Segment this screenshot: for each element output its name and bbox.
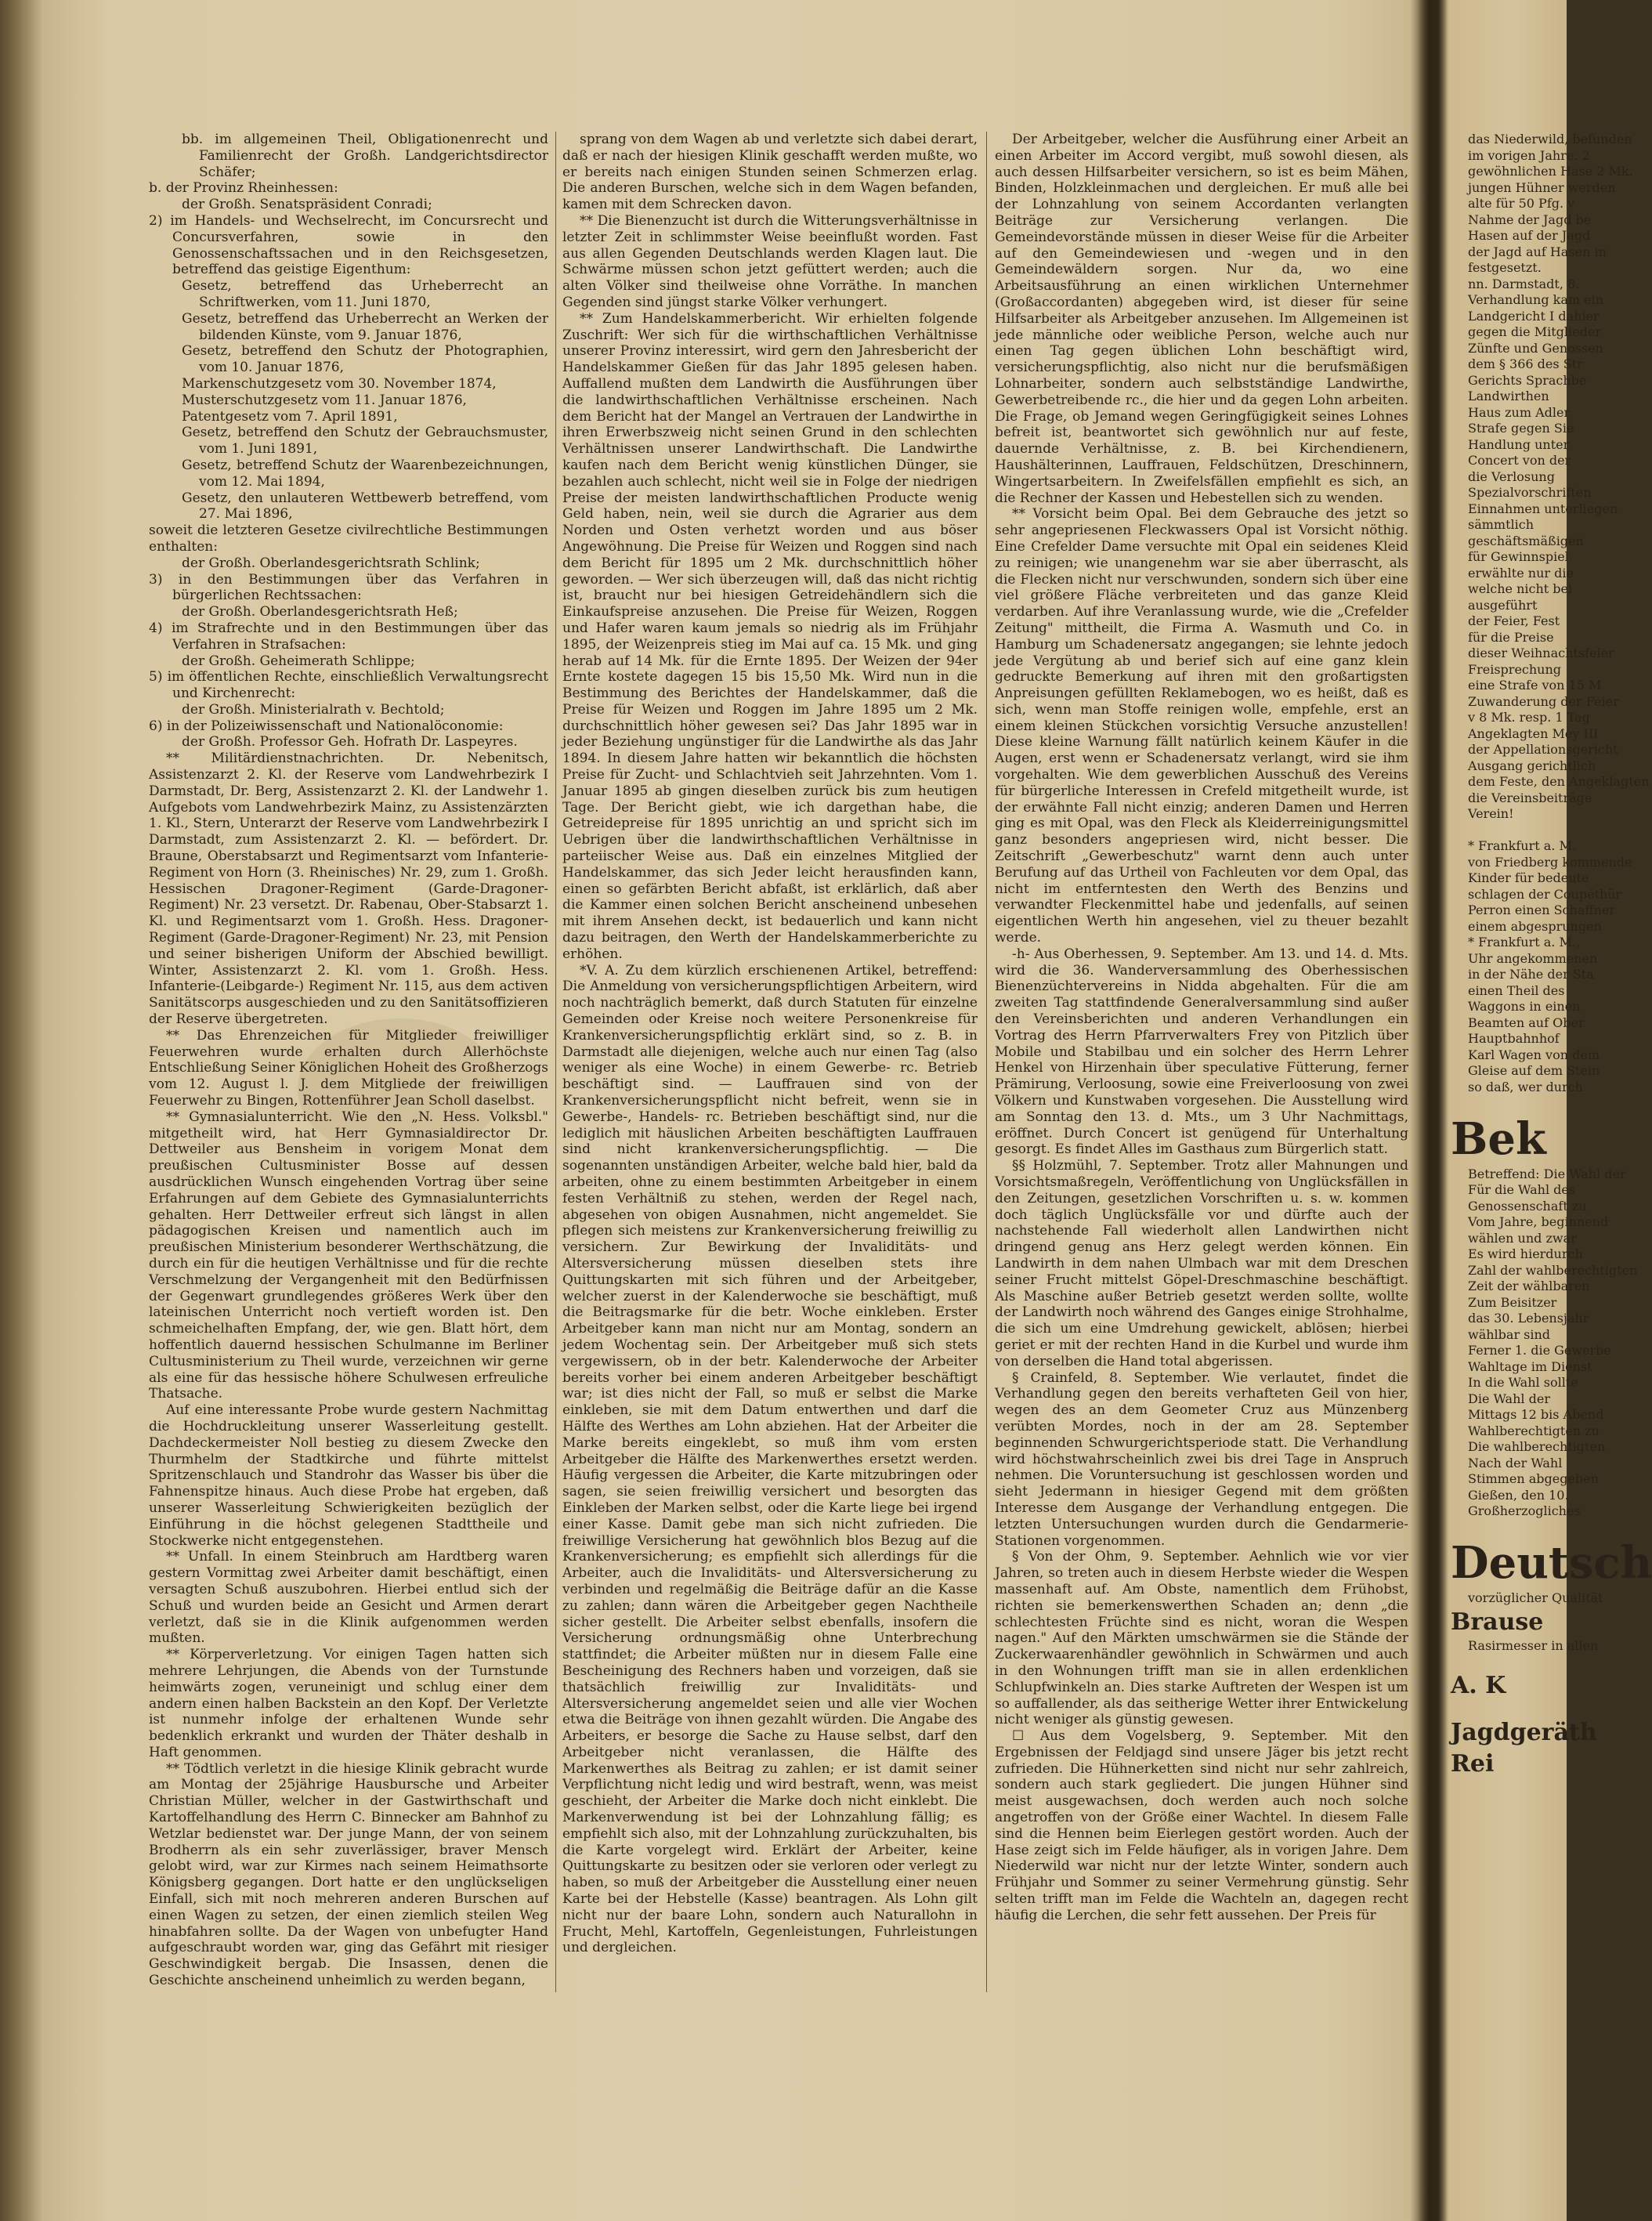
- article-paragraph: [1451, 1654, 1567, 1670]
- article-paragraph: Mittags 12 bis Abend: [1468, 1407, 1604, 1422]
- article-paragraph: Landwirthen: [1468, 389, 1549, 403]
- article-paragraph: Gleise auf dem Stein: [1468, 1063, 1600, 1078]
- article-column-1: [149, 132, 548, 1992]
- article-paragraph: Deutsch: [1451, 1537, 1652, 1589]
- article-paragraph: * Frankfurt a. M.: [1468, 838, 1576, 853]
- article-paragraph: Betreffend: Die Wahl der: [1468, 1166, 1626, 1181]
- article-paragraph: Rei: [1451, 1750, 1495, 1778]
- article-paragraph: nn. Darmstadt, 8.: [1468, 276, 1580, 291]
- article-paragraph: ** Gymnasialunterricht. Wie den „N. Hess. Volksbl." mitgetheilt wird, hat Herr Gymnasialdirector Dr. Dettweiler aus Bensheim in vorigem Monat dem preußischen Cultusminister Bosse auf dessen ausdrücklichen Wunsch eingehenden Vortrag über seine Erfahrungen auf dem Gebiete des Gymnasialunterrichts gehalten. Herr Dettweiler erfreut sich längst in allen pädagogischen Kreisen und namentlich auch im preußischen Ministerium besonderer Werthschätzung, die durch ein für die heutigen Verhältnisse und für die rechte Verschmelzung der Vergangenheit mit den Bedürfnissen der Gegenwart grundlegendes größeres Werk über den lateinischen Unterricht noch vertieft worden ist. Den schmeichelhaften Empfang, der, wie gen. Blatt hört, dem hoffentlich dauernd hessischen Schulmanne im Berliner Cultusministerium zu Theil wurde, verzeichnen wir gerne als eine für das hessische höhere Schulwesen erfreuliche Thatsache.: [149, 1109, 548, 1402]
- article-paragraph: einen Theil des: [1468, 982, 1565, 998]
- article-paragraph: wählen und zwar: [1468, 1230, 1577, 1246]
- article-paragraph: wählbar sind: [1468, 1326, 1551, 1342]
- article-paragraph: für Gewinnspiel: [1468, 549, 1569, 564]
- article-paragraph: Jagdgeräth: [1451, 1719, 1597, 1746]
- article-paragraph: alte für 50 Pfg. v: [1468, 196, 1575, 211]
- article-paragraph: gegen die Mitglieder: [1468, 324, 1601, 339]
- article-paragraph: Rasirmesser in allen: [1468, 1637, 1599, 1653]
- article-paragraph: In die Wahl sollte: [1468, 1375, 1578, 1390]
- article-paragraph: der Großh. Oberlandesgerichtsrath Schlink;: [182, 555, 480, 571]
- article-paragraph: Spezialvorschriften: [1468, 485, 1592, 500]
- article-paragraph: ** Tödtlich verletzt in die hiesige Klinik gebracht wurde am Montag der 25jährige Hausbursche und Arbeiter Christian Müller, welcher in der Gastwirthschaft und Kartoffelhandlung des Herrn C. Binnecker am Bahnhof zu Wetzlar bedienstet war. Der junge Mann, der von seinem Brodherrn als ein sehr zuverlässiger, braver Mensch gelobt wird, war zur Kirmes nach seinem Heimathsorte Königsberg gegangen. Dort hatte er den unglückseligen Einfall, sich mit noch mehreren anderen Burschen auf einen Wagen zu setzen, der einen ziemlich steilen Weg hinabfahren sollte. Da der Wagen von unbefugter Hand aufgeschraubt worden war, ging das Gefährt mit riesiger Geschwindigkeit bergab. Die Insassen, denen die Geschichte anscheinend unheimlich zu werden begann,: [149, 1760, 548, 1989]
- article-paragraph: Waggons in einen: [1468, 999, 1581, 1014]
- article-paragraph: [1451, 1702, 1567, 1718]
- article-column-2: [562, 132, 978, 1992]
- article-paragraph: Der Arbeitgeber, welcher die Ausführung einer Arbeit an einen Arbeiter im Accord vergibt, muß sowohl diesen, als auch dessen Hilfsarbeiter versichern, so ist es beim Mähen, Binden, Holzkleinmachen und dergleichen. Er muß alle bei der Lohnzahlung von seinem Accordanten verlangten Beiträge zur Versicherung verlangen. Die Gemeindevorstände müssen in dieser Weise für die Arbeiter auf den Gemeindewiesen und -wegen und in den Gemeindewäldern sorgen. Nur da, wo eine Arbeitsausführung an einen wirklichen Unternehmer (Großaccordanten) abgegeben wird, ist dieser für seine Hilfsarbeiter als Arbeitgeber anzusehen. Im Allgemeinen ist jede männliche oder weibliche Person, welche auch nur einen Tag gegen üblichen Lohn beschäftigt wird, versicherungspflichtig, also nicht nur die berufsmäßigen Lohnarbeiter, sondern auch selbstständige Landwirthe, Gewerbetreibende rc., die hier und da gegen Lohn arbeiten. Die Frage, ob Jemand wegen Geringfügigkeit seines Lohnes befreit ist, beantwortet sich gewöhnlich nur auf feste, dauernde Verhältnisse, z. B. bei Kirchendienern, Haushälterinnen, Lauffrauen, Feldschützen, Dreschinnern, Wingertsarbeitern. In Zweifelsfällen empfiehlt es sich, an die Rechner der Kassen und Hebestellen sich zu wenden.: [995, 132, 1408, 506]
- article-paragraph: ** Das Ehrenzeichen für Mitglieder freiwilliger Feuerwehren wurde erhalten durch Allerhöchste Entschließung Seiner Königlichen Hoheit des Großherzogs vom 12. August l. J. dem Mitgliede der freiwilligen Feuerwehr zu Bingen, Rottenführer Jean Scholl daselbst.: [149, 1027, 548, 1109]
- article-paragraph: von Friedberg kommende: [1468, 854, 1632, 870]
- article-paragraph: Genossenschaft zu: [1468, 1198, 1587, 1214]
- article-paragraph: § Crainfeld, 8. September. Wie verlautet, findet die Verhandlung gegen den bereits verhafteten Geil von hier, wegen des an dem Geometer Cruz aus Münzenberg verübten Mordes, noch in der am 28. September beginnenden Schwurgerichtsperiode statt. Die Verhandlung wird höchstwahrscheinlich zwei bis drei Tage in Anspruch nehmen. Die Voruntersuchung ist geschlossen worden und sieht Jedermann in hiesiger Gegend mit dem größten Interesse dem Ausgange der Verhandlung entgegen. Die letzten Untersuchungen wurden durch die Gendarmerie-Stationen vorgenommen.: [995, 1369, 1408, 1549]
- article-paragraph: Ausgang gerichtlich: [1468, 758, 1596, 773]
- article-paragraph: Perron einen Schaffner: [1468, 903, 1616, 917]
- article-paragraph: Die wahlberechtigten: [1468, 1439, 1606, 1454]
- article-paragraph: gewöhnlichen Hase 2 Mk.: [1468, 164, 1633, 179]
- article-paragraph: Verein!: [1468, 806, 1514, 821]
- article-paragraph: dieser Weihnachtsfeier: [1468, 646, 1614, 660]
- article-paragraph: Gesetz, betreffend den Schutz der Gebrauchsmuster, vom 1. Juni 1891,: [182, 425, 548, 458]
- article-paragraph: Gießen, den 10.: [1468, 1487, 1569, 1503]
- article-paragraph: b. der Provinz Rheinhessen:: [149, 180, 338, 197]
- article-paragraph: Zeit der wählbaren: [1468, 1279, 1590, 1293]
- article-paragraph: [1451, 1520, 1567, 1536]
- article-paragraph: 6) in der Polizeiwissenschaft und Nationalöconomie:: [149, 718, 504, 734]
- article-paragraph: der Appellationsgericht: [1468, 742, 1618, 757]
- article-paragraph: Gesetz, den unlauteren Wettbewerb betreffend, vom 27. Mai 1896,: [182, 490, 548, 523]
- article-paragraph: Angeklagten Mey III: [1468, 725, 1599, 741]
- article-paragraph: Zünfte und Genossen: [1468, 340, 1603, 356]
- article-paragraph: Es wird hierdurch: [1468, 1246, 1583, 1261]
- article-paragraph: der Großh. Professor Geh. Hofrath Dr. Laspeyres.: [182, 734, 518, 751]
- article-paragraph: Großherzogliches: [1468, 1503, 1581, 1518]
- article-paragraph: Hauptbahnhof: [1468, 1031, 1560, 1046]
- article-paragraph: §§ Holzmühl, 7. September. Trotz aller Mahnungen und Vorsichtsmaßregeln, Veröffentlichung von Unglücksfällen in den Zeitungen, gesetzlichen Vorschriften u. s. w. kommen doch täglich Unglücksfälle vor und dürfte auch der nachstehende Fall wiederholt allen Landwirthen nicht dringend genug ans Herz gelegt werden können. Ein Landwirth in dem nahen Ulmbach war mit dem Dreschen seiner Frucht mittelst Göpel-Dreschmaschine beschäftigt. Als Maschine außer Betrieb gesetzt werden sollte, wollte der Landwirth noch während des Ganges einige Strohhalme, die sich um eine Umdrehung gewickelt, ablösen; hierbei geriet er mit der rechten Hand in die Kurbel und wurde ihm von derselben die Hand total abgerissen.: [995, 1158, 1408, 1369]
- article-paragraph: einem abgesprungen: [1468, 918, 1602, 934]
- article-paragraph: Ferner 1. die Gewerbe: [1468, 1343, 1611, 1358]
- article-paragraph: der Großh. Geheimerath Schlippe;: [182, 653, 415, 669]
- article-paragraph: [1451, 823, 1567, 839]
- article-paragraph: der Jagd auf Hasen in: [1468, 244, 1607, 259]
- page-gutter: [1410, 0, 1449, 2221]
- article-paragraph: jungen Hühner werden: [1468, 179, 1616, 195]
- article-paragraph: Zahl der wahlberechtigten: [1468, 1262, 1638, 1278]
- article-paragraph: die Verlosung: [1468, 468, 1555, 484]
- article-paragraph: Nach der Wahl: [1468, 1455, 1563, 1470]
- article-column-3: [995, 132, 1408, 1992]
- column-rule: [555, 132, 556, 1992]
- article-paragraph: Haus zum Adler: [1468, 404, 1571, 420]
- article-paragraph: vorzüglicher Qualität: [1468, 1590, 1603, 1605]
- article-paragraph: Handlung unter: [1468, 436, 1570, 452]
- article-paragraph: Einnahmen unterliegen: [1468, 501, 1618, 516]
- article-paragraph: 5) im öffentlichen Rechte, einschließlich Verwaltungsrecht und Kirchenrecht:: [149, 669, 548, 702]
- article-paragraph: § Von der Ohm, 9. September. Aehnlich wie vor vier Jahren, so treten auch in diesem Herbste wieder die Wespen massenhaft auf. Am Obste, namentlich dem Frühobst, richten sie bemerkenswerthen Schaden an; denn „die schlechtesten Früchte sind es nicht, woran die Wespen nagen." Auf den Märkten umschwärmen sie die Stände der Zuckerwaarenhändler gewöhnlich in Schwärmen und auch in den Wohnungen trifft man sie in allen erdenklichen Schlupfwinkeln an. Dies starke Auftreten der Wespen ist um so auffallender, als das seitherige Wetter ihrer Entwickelung nicht weniger als günstig gewesen.: [995, 1549, 1408, 1728]
- article-paragraph: der Großh. Senatspräsident Conradi;: [182, 197, 432, 213]
- article-paragraph: 4) im Strafrechte und in den Bestimmungen über das Verfahren in Strafsachen:: [149, 620, 548, 653]
- article-paragraph: Bek: [1451, 1112, 1546, 1165]
- article-paragraph: Verhandlung kam ein: [1468, 292, 1604, 307]
- article-paragraph: schlagen der Coupéthür: [1468, 886, 1622, 902]
- article-paragraph: ** Vorsicht beim Opal. Bei dem Gebrauche des jetzt so sehr angepriesenen Fleckwassers Opal ist Vorsicht nöthig. Eine Crefelder Dame versuchte mit Opal ein seidenes Kleid zu reinigen; wie unangenehm war sie aber überrascht, als die Flecken nicht nur verschwunden, sondern sich über eine viel größere Fläche verbreiteten und das ganze Kleid verdarben. Auf ihre Veranlassung wurde, wie die „Crefelder Zeitung" mittheilt, die Firma A. Wasmuth und Co. in Hamburg um Schadenersatz angegangen; sie lehnte jedoch jede Vergütung ab und berief sich auf eine ganz klein gedruckte Bemerkung auf ihren mit den großartigsten Anpreisungen gefüllten Reklamebogen, wo es heißt, daß es sich, wenn man Stoffe reinigen wolle, empfehle, erst an einem kleinen Stückchen vorsichtig Versuche anzustellen! Diese kleine Warnung fällt natürlich keinem Käufer in die Augen, erst wenn er Schadenersatz verlangt, wird sie ihm vorgehalten. Wie dem gewerblichen Ausschuß des Vereins für bürgerliche Interessen in Crefeld mitgetheilt wurde, ist der erwähnte Fall nicht einzig; anderen Damen und Herren ging es mit Opal, was den Fleck als Kleiderreinigungsmittel ganz besonders angepriesen wird, nicht besser. Die Zeitschrift „Gewerbeschutz" warnt denn auch unter Berufung auf das Urtheil von Fachleuten vor dem Opal, das nicht im entferntesten den Werth des Benzins und verwandter Fleckenmittel habe und jedenfalls, auf seinen eigentlichen Werth hin angesehen, viel zu theuer bezahlt werde.: [995, 506, 1408, 946]
- article-paragraph: eine Strafe von 15 M: [1468, 678, 1602, 693]
- article-paragraph: ☐ Aus dem Vogelsberg, 9. September. Mit den Ergebnissen der Feldjagd sind unsere Jäger bis jetzt recht zufrieden. Die Hühnerketten sind nicht nur sehr zahlreich, sondern auch stark gegliedert. Die jungen Hühner sind meist ausgewachsen, doch werden auch noch solche angetroffen von der Größe einer Wachtel. In diesem Falle sind die Hennen beim Eierlegen gestört worden. Auch der Hase zeigt sich im Felde häufiger, als in vorigen Jahre. Dem Niederwild war nicht nur der letzte Winter, sondern auch Frühjahr und Sommer zu seiner Vermehrung günstig. Sehr selten trifft man im Felde die Wachteln an, dagegen recht häufig die Lerchen, die sehr fett aussehen. Der Preis für: [995, 1728, 1408, 1923]
- article-paragraph: * Frankfurt a. M.,: [1468, 935, 1581, 950]
- article-paragraph: soweit die letzteren Gesetze civilrechtliche Bestimmungen enthalten:: [149, 523, 548, 555]
- article-paragraph: die Vereinsbeiträge: [1468, 790, 1592, 805]
- article-paragraph: so daß, wer durch: [1468, 1079, 1583, 1094]
- article-paragraph: Wahltage im Dienst: [1468, 1358, 1592, 1374]
- article-paragraph: Gesetz, betreffend Schutz der Waarenbezeichnungen, vom 12. Mai 1894,: [182, 457, 548, 490]
- article-paragraph: -h- Aus Oberhessen, 9. September. Am 13. und 14. d. Mts. wird die 36. Wanderversammlung des Oberhessischen Bienenzüchtervereins in Nidda abgehalten. Für die am zweiten Tag stattfindende Generalversammlung sind außer den Vereinsberichten und anderen Verhandlungen ein Vortrag des Herrn Pfarrverwalters Frey von Pitzlich über Mobile und Stabilbau und ein solcher des Herrn Lehrer Henkel von Hirzenhain über speculative Fütterung, ferner Prämirung, Verloosung, sowie eine Freiverloosung von zwei Völkern und Kunstwaben vorgesehen. Die Ausstellung wird am Sonntag den 13. d. Mts., um 3 Uhr Nachmittags, eröffnet. Durch Concert ist genügend für Unterhaltung gesorgt. Es findet Alles im Gasthaus zum Bürgerlich statt.: [995, 946, 1408, 1158]
- article-paragraph: Freisprechung: [1468, 661, 1562, 677]
- article-paragraph: in der Nähe der Sta: [1468, 967, 1594, 982]
- article-paragraph: der Großh. Ministerialrath v. Bechtold;: [182, 701, 445, 718]
- article-paragraph: ** Körperverletzung. Vor einigen Tagen hatten sich mehrere Lehrjungen, die Abends von der Turnstunde heimwärts zogen, veruneinigt und schlug einer dem andern einen halben Backstein an den Kopf. Der Verletzte ist nunmehr infolge der erhaltenen Wunde sehr bedenklich erkrankt und wurden der Thäter deshalb in Haft genommen.: [149, 1647, 548, 1760]
- article-paragraph: v 8 Mk. resp. 1 Tag: [1468, 710, 1590, 725]
- next-page-edge-column: [1451, 132, 1652, 1992]
- article-paragraph: Die Wahl der: [1468, 1391, 1550, 1406]
- article-paragraph: Markenschutzgesetz vom 30. November 1874,: [182, 375, 497, 392]
- article-paragraph: Gesetz, betreffend das Urheberrecht an Werken der bildenden Künste, vom 9. Januar 1876,: [182, 310, 548, 343]
- article-paragraph: bb. im allgemeinen Theil, Obligationenrecht und Familienrecht der Großh. Landgerichtsdirector Schäfer;: [182, 132, 548, 180]
- article-paragraph: ** Unfall. In einem Steinbruch am Hardtberg waren gestern Vormittag zwei Arbeiter damit beschäftigt, einen versagten Schuß auszubohren. Hierbei entlud sich der Schuß und wurden beide an Gesicht und Armen derart verletzt, daß sie in die Klinik aufgenommen werden mußten.: [149, 1549, 548, 1647]
- article-paragraph: Vom Jahre, beginnend: [1468, 1214, 1609, 1229]
- article-paragraph: *V. A. Zu dem kürzlich erschienenen Artikel, betreffend: Die Anmeldung von versicherungspflichtigen Arbeitern, wird noch nachträglich bemerkt, daß durch Statuten für einzelne Gemeinden oder Kreise noch weitere Personenkreise für Krankenversicherungspflichtig erklärt sind, so z. B. in Darmstadt alle diejenigen, welche auch nur einen Tag (also weniger als eine Woche) in einem Gewerbe- rc. Betrieb beschäftigt sind. — Lauffrauen sind von der Krankenversicherungspflicht nicht befreit, wenn sie in Gewerbe-, Handels- rc. Betrieben beschäftigt sind, nur die lediglich mit häuslichen Arbeiten beschäftigten Lauffrauen sind nicht krankenversicherungspflichtig. — Die sogenannten unständigen Arbeiter, welche bald hier, bald da arbeiten, ohne zu einem bestimmten Arbeitgeber in einem festen Verhältniß zu stehen, werden der Regel nach, abgesehen von obigen Ausnahmen, nicht angemeldet. Sie pflegen sich meistens zur Krankenversicherung freiwillig zu versichern. Zur Bewirkung der Invaliditäts- und Altersversicherung müssen dieselben stets ihre Quittungskarten mit sich führen und der Arbeitgeber, welcher zuerst in der Kalenderwoche sie beschäftigt, muß die Beitragsmarke für die betr. Woche einkleben. Erster Arbeitgeber kann man nicht nur am Montag, sondern an jedem Wochentag sein. Der Arbeitgeber muß sich stets vergewissern, ob in der betr. Kalenderwoche der Arbeiter bereits vorher bei einem anderen Arbeitgeber beschäftigt war; ist dies nicht der Fall, so muß er selbst die Marke einkleben, sie mit dem Datum entwerthen und darf die Hälfte des Werthes am Lohn abziehen. Hat der Arbeiter die Marke bereits eingeklebt, so muß ihm vom ersten Arbeitgeber die Hälfte des Markenwerthes ersetzt werden. Häufig vergessen die Arbeiter, die Karte mitzubringen oder sagen, sie seien freiwillig versichert und besorgten das Einkleben der Marken selbst, oder die Karte liege bei irgend einer Kasse. Damit gebe man sich nicht zufrieden. Die freiwillige Versicherung hat gewöhnlich blos Bezug auf die Krankenversicherung; es empfiehlt sich allerdings für die Arbeiter, auch die Invaliditäts- und Altersversicherung zu verbinden und regelmäßig die Beiträge dafür an die Kasse zu zahlen; dann wären die Arbeitgeber gegen Nachtheile sicher gestellt. Die Arbeiter selbst ebenfalls, insofern die Versicherung ordnungsmäßig ohne Unterbrechung stattfindet; die Arbeiter müßten nur in diesem Falle eine Bescheinigung des Rechners haben und vorzeigen, daß sie thatsächlich freiwillig zur Invaliditäts- und Altersversicherung angemeldet seien und alle vier Wochen etwa die Beiträge von ihnen gezahlt würden. Die Angabe des Arbeiters, er besorge die Sache zu Hause selbst, darf den Arbeitgeber nicht veranlassen, die Hälfte des Markenwerthes als Beitrag zu zahlen; er ist damit seiner Verpflichtung nicht ledig und wird bestraft, wenn, was meist geschieht, der Arbeiter die Marke doch nicht einklebt. Die Markenverwendung ist bei der Lohnzahlung fällig; es empfiehlt sich also, mit der Lohnzahlung zurückzuhalten, bis die Karte vorgelegt wird. Erklärt der Arbeiter, keine Quittungskarte zu besitzen oder sie verloren oder verlegt zu haben, so muß der Arbeitgeber die Ausstellung einer neuen Karte bei der Hebstelle (Kasse) beantragen. Als Lohn gilt nicht nur der baare Lohn, sondern auch Naturallohn in Frucht, Mehl, Kartoffeln, Gegenleistungen, Fuhrleistungen und dergleichen.: [562, 962, 978, 1956]
- article-paragraph: Nahme der Jagd be: [1468, 212, 1592, 227]
- article-paragraph: Gesetz, betreffend den Schutz der Photographien, vom 10. Januar 1876,: [182, 343, 548, 376]
- article-paragraph: Gesetz, betreffend das Urheberrecht an Schriftwerken, vom 11. Juni 1870,: [182, 278, 548, 310]
- article-paragraph: 3) in den Bestimmungen über das Verfahren in bürgerlichen Rechtssachen:: [149, 571, 548, 604]
- column-rule: [986, 132, 987, 1992]
- article-paragraph: ausgeführt: [1468, 597, 1538, 613]
- article-paragraph: Zuwanderung der Feier: [1468, 693, 1619, 709]
- article-paragraph: das 30. Lebensjahr: [1468, 1311, 1589, 1326]
- article-paragraph: Gerichts Sprachbe: [1468, 372, 1587, 388]
- article-paragraph: Concert von der: [1468, 453, 1571, 468]
- article-paragraph: Kinder für bedeute: [1468, 870, 1589, 885]
- article-paragraph: der Großh. Oberlandesgerichtsrath Heß;: [182, 604, 458, 620]
- article-paragraph: Auf eine interessante Probe wurde gestern Nachmittag die Hochdruckleitung unserer Wasserleitung gestellt. Dachdeckermeister Noll bestieg zu diesem Zwecke den Thurmhelm der Stadtkirche und führte mittelst Spritzenschlauch und Standrohr das Wasser bis über die Fahnenspitze hinaus. Auch diese Probe hat ergeben, daß unserer Wasserleitung Schwierigkeiten bezüglich der Einführung in die höchst gelegenen Stadttheile und Stockwerke nicht entgegenstehen.: [149, 1402, 548, 1549]
- article-paragraph: Zum Beisitzer: [1468, 1294, 1557, 1310]
- article-paragraph: Uhr angekommenen: [1468, 950, 1598, 966]
- article-paragraph: für die Preise: [1468, 629, 1554, 645]
- article-paragraph: Hasen auf der Jagd: [1468, 228, 1591, 243]
- article-paragraph: Beamten auf Ober: [1468, 1015, 1585, 1030]
- article-paragraph: der Feier, Fest: [1468, 613, 1560, 628]
- article-paragraph: A. K: [1451, 1671, 1506, 1699]
- article-paragraph: Für die Wahl des: [1468, 1182, 1576, 1197]
- article-paragraph: [1451, 1095, 1567, 1112]
- article-paragraph: festgesetzt.: [1468, 260, 1542, 275]
- article-paragraph: ** Zum Handelskammerbericht. Wir erhielten folgende Zuschrift: Wer sich für die wirthschaftlichen Verhältnisse unserer Provinz interessirt, wird gern den Jahresbericht der Handelskammer Gießen für das Jahr 1895 gelesen haben. Auffallend mußten dem Landwirth die Ausführungen über die landwirthschaftlichen Verhältnisse erscheinen. Nach dem Bericht hat der Mangel an Vertrauen der Landwirthe in ihren Erwerbszweig nicht seinen Grund in den schlechten Verhältnissen unserer Landwirthschaft. Die Landwirthe kaufen nach dem Bericht wenig künstlichen Dünger, sie bezahlen auch schlecht, nicht weil sie in Folge der niedrigen Preise der meisten landwirthschaftlichen Producte wenig Geld haben, nein, weil sie durch die Agrarier aus dem Norden und Osten verhetzt worden und aus böser Angewöhnung. Die Preise für Weizen und Roggen sind nach dem Bericht für 1895 um 2 Mk. durchschnittlich höher geworden. — Wer sich überzeugen will, daß das nicht richtig ist, braucht nur bei hiesigen Getreidehändlern sich die Einkaufspreise anzusehen. Die Preise für Weizen, Roggen und Hafer waren kaum jemals so niedrig als im Frühjahr 1895, der Weizenpreis stieg im Mai auf ca. 15 Mk. und ging herab auf 14 Mk. für die Ernte 1895. Der Weizen der 94er Ernte kostete dagegen 15 bis 15,50 Mk. Wird nun in die Bestimmung des Berichtes der Handelskammer, daß die Preise für Weizen und Roggen im Jahre 1895 um 2 Mk. durchschnittlich höher gewesen sei? Das Jahr 1895 war in jeder Beziehung ungünstiger für die Landwirthe als das Jahr 1894. In diesem Jahre hatten wir bekanntlich die höchsten Preise für Zucht- und Schlachtvieh seit Jahrzehnten. Vom 1. Januar 1895 ab gingen dieselben zurück bis zum heutigen Tage. Der Bericht giebt, wie ich dargethan habe, die Getreidepreise für 1895 unrichtig an und spricht sich im Uebrigen über die landwirthschaftlichen Verhältnisse in parteiischer Weise aus. Daß ein einzelnes Mitglied der Handelskammer, das sich Jeder leicht herausfinden kann, einen so gefärbten Bericht abfaßt, ist erklärlich, daß aber die Kammer einen solchen Bericht anscheinend unbesehen mit ihrem Ansehen deckt, ist bedauerlich und kann nicht dazu beitragen, den Werth der Handelskammerberichte zu erhöhen.: [562, 310, 978, 962]
- article-paragraph: Patentgesetz vom 7. April 1891,: [182, 408, 398, 425]
- article-paragraph: erwählte nur die: [1468, 565, 1574, 581]
- article-paragraph: sprang von dem Wagen ab und verletzte sich dabei derart, daß er nach der hiesigen Klinik geschafft werden mußte, wo er bereits nach einigen Stunden seinen Schmerzen erlag. Die anderen Burschen, welche sich in dem Wagen befanden, kamen mit dem Schrecken davon.: [562, 132, 978, 213]
- article-paragraph: sämmtlich: [1468, 517, 1535, 532]
- article-paragraph: Strafe gegen Sie: [1468, 421, 1574, 436]
- article-paragraph: Stimmen abgegeben: [1468, 1471, 1599, 1486]
- article-paragraph: dem § 366 des Str: [1468, 356, 1583, 371]
- article-paragraph: Karl Wagen von dem: [1468, 1047, 1600, 1062]
- article-paragraph: ** Militärdienstnachrichten. Dr. Nebenitsch, Assistenzarzt 2. Kl. der Reserve vom Landwehrbezirk I Darmstadt, Dr. Berg, Assistenzarzt 2. Kl. der Landwehr 1. Aufgebots vom Landwehrbezirk Mainz, zu Assistenzärzten 1. Kl., Stern, Unterarzt der Reserve vom Landwehrbezirk I Darmstadt, zum Assistenzarzt 2. Kl. — befördert. Dr. Braune, Oberstabsarzt und Regimentsarzt vom Infanterie-Regiment von Horn (3. Rheinisches) Nr. 29, zum 1. Großh. Hessischen Dragoner-Regiment (Garde-Dragoner-Regiment) Nr. 23 versetzt. Dr. Rabenau, Ober-Stabsarzt 1. Kl. und Regimentsarzt vom 1. Großh. Hess. Dragoner-Regiment (Garde-Dragoner-Regiment) Nr. 23, mit Pension und seiner bisherigen Uniform der Abschied bewilligt. Winter, Assistenzarzt 2. Kl. vom 1. Großh. Hess. Infanterie-(Leibgarde-) Regiment Nr. 115, aus dem activen Sanitätscorps ausgeschieden und zu den Sanitätsoffizieren der Reserve übergetreten.: [149, 751, 548, 1028]
- article-paragraph: dem Feste, den Angeklagten: [1468, 774, 1650, 789]
- article-paragraph: Wahlberechtigten zu: [1468, 1423, 1600, 1438]
- article-paragraph: Brause: [1451, 1608, 1544, 1636]
- article-paragraph: ** Die Bienenzucht ist durch die Witterungsverhältnisse in letzter Zeit in schlimmster Weise beeinflußt worden. Fast aus allen Gegenden Deutschlands werden Klagen laut. Die Schwärme müssen schon jetzt gefüttert werden; auch die alten Völker sind theilweise ohne Vorräthe. In manchen Gegenden sind jüngst starke Völker verhungert.: [562, 212, 978, 310]
- article-paragraph: im vorigen Jahre. 2: [1468, 147, 1590, 163]
- article-paragraph: Musterschutzgesetz vom 11. Januar 1876,: [182, 392, 467, 408]
- article-paragraph: geschäftsmäßigen: [1468, 533, 1584, 548]
- article-paragraph: 2) im Handels- und Wechselrecht, im Concursrecht und Concursverfahren, sowie in den Genossenschaftssachen und in den Reichsgesetzen, betreffend das geistige Eigenthum:: [149, 212, 548, 278]
- article-paragraph: Landgericht I dahier: [1468, 308, 1600, 324]
- article-paragraph: welche nicht bei: [1468, 581, 1573, 596]
- article-paragraph: das Niederwild, befunden: [1468, 132, 1632, 146]
